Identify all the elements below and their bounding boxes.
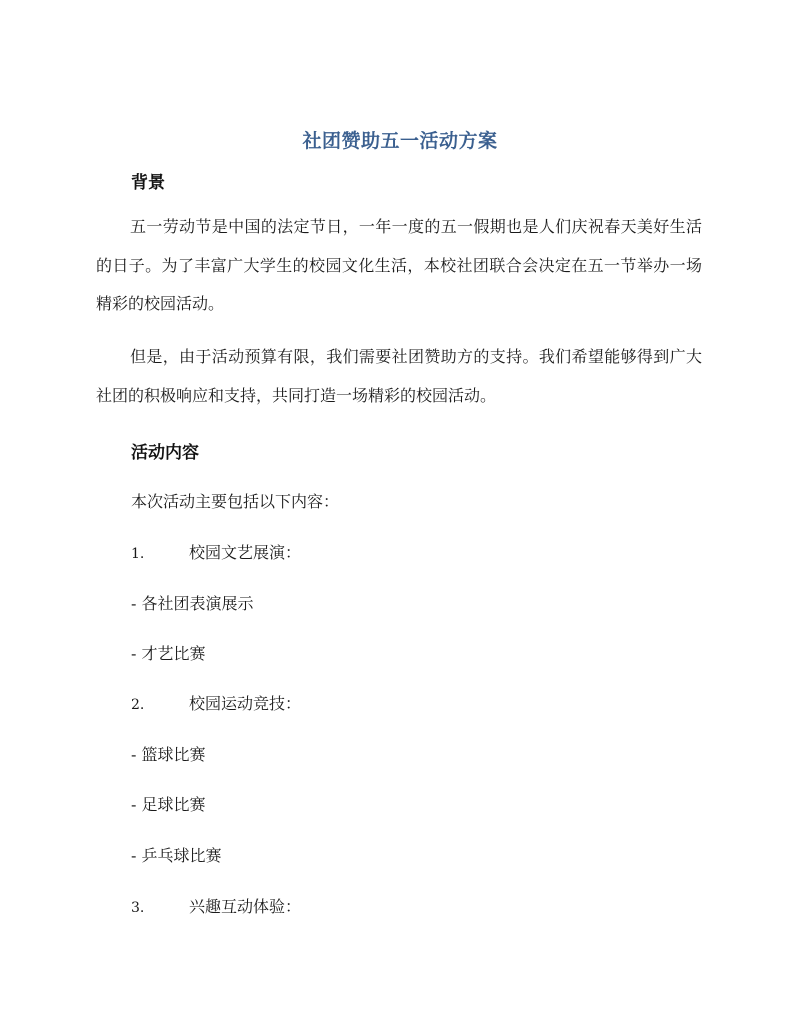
section-heading-background: 背景 (131, 173, 165, 193)
sub-item: - 乒乓球比赛 (131, 846, 222, 865)
list-item-1 (131, 540, 301, 563)
sub-item: - 足球比赛 (131, 795, 206, 814)
document-title: 社团赞助五一活动方案 (302, 130, 498, 152)
list-item-number: 1. (131, 546, 145, 562)
list-item-label: 校园运动竞技： (189, 694, 302, 713)
list-item-label: 兴趣互动体验： (189, 897, 302, 916)
list-item-number: 2. (131, 697, 145, 713)
activities-intro: 本次活动主要包括以下内容： (131, 492, 340, 511)
list-item-2 (131, 691, 301, 714)
sub-item: - 各社团表演展示 (131, 594, 254, 613)
list-item-number: 3. (131, 900, 145, 916)
background-paragraph-2: 但是，由于活动预算有限，我们需要社团赞助方的支持。我们希望能够得到广大社团的积极响应和支持，共同打造一场精彩的校园活动。 (96, 347, 702, 405)
background-paragraph-1: 五一劳动节是中国的法定节日，一年一度的五一假期也是人们庆祝春天美好生活的日子。为了丰富广大学生的校园文化生活，本校社团联合会决定在五一节举办一场精彩的校园活动。 (96, 217, 702, 313)
list-item-3 (131, 894, 301, 917)
sub-item: - 篮球比赛 (131, 745, 206, 764)
list-item-label: 校园文艺展演： (189, 543, 302, 562)
sub-item: - 才艺比赛 (131, 644, 206, 663)
section-heading-activities: 活动内容 (131, 443, 199, 463)
